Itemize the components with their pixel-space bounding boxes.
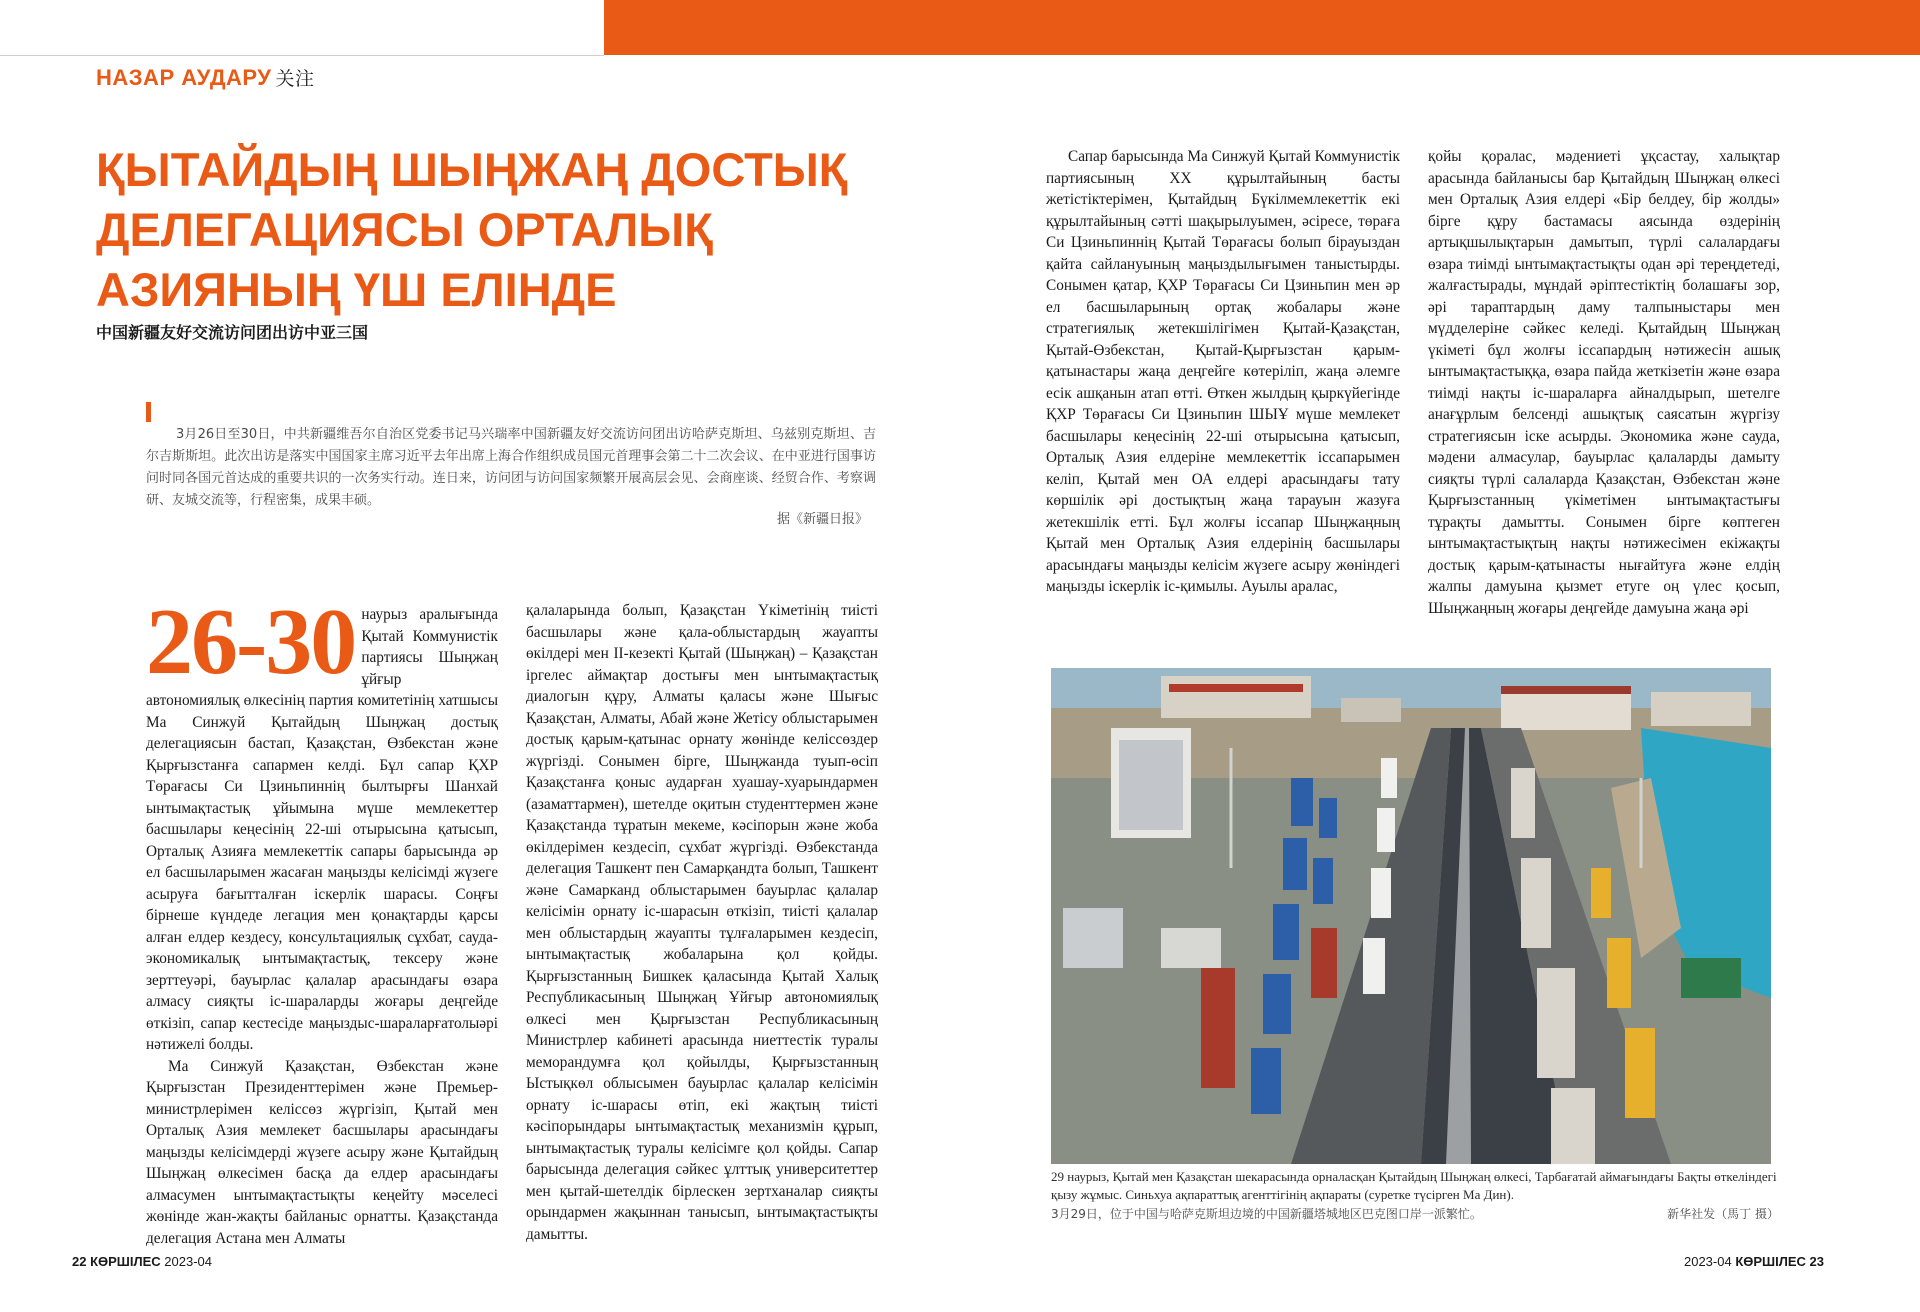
section-label: [96, 64, 315, 91]
issue-left: 2023-04: [164, 1254, 213, 1269]
page-number-right: 23: [1809, 1254, 1824, 1269]
article-column-4: [1428, 146, 1780, 619]
photo-caption-kz: 29 наурыз, Қытай мен Қазақстан шекарасында орналасқан Қытайдың Шыңжаң өлкесі, Тарбағатай аймағындағы Бақты өткеліндегі қызу жұмыс. Синьхуа ақпараттық агенттігінің ақпараты (суретке түсірген Ма Дин).: [1051, 1169, 1777, 1202]
header-divider: [0, 55, 604, 56]
footer-left: [72, 1254, 212, 1269]
article-paragraph: Сапар барысында Ма Синжуй Қытай Коммунистік партиясының ХХ құрылтайының басты жетістіктерімен, Қытайдың Бүкілмемлекеттік екі құрылтайының сәтті шақырылуымен, әсіресе, төраға Си Цзиньпиннің Қытай Төрағасы болып бірауыздан қайта сайлануының маңыздылығымен таныстырды. Сонымен қатар, ҚХР Төрағасы Си Цзиньпин мен әр ел басшыларының ортақ жобалары және стратегиялық жетекшілігімен Қытай-Қазақстан, Қытай-Өзбекстан, Қытай-Қырғызстан қарым-қатынастары жаңа деңгейге көтеріліп, жаңа әлемге есік ашқанын атап өтті. Өткен жылдың қыркүйегінде ҚХР Төрағасы Си Цзиньпин ШЫҰ мүше мемлекет басшылары кеңесінің 22-ші отырысына қатысып, Орталық Азия елдеріне мемлекеттік іссапарымен келіп, Қытай мен ОА елдері арасындағы тату көршілік әрі достықтың жаңа тарауын жазуға жетекшілік етті. Бұл жолғы іссапар Шыңжаңның Қытай мен Орталық Азия елдерінің басшылары арасындағы маңызды келісім жүзеге асыру жөніндегі маңызды іскерлік іс-қимылы. Ауылы аралас,: [1046, 148, 1400, 595]
article-paragraph: қалаларында болып, Қазақстан Үкіметінің тиісті басшылары және қала-облыстардың жауапты өкілдері мен ІІ-кезекті Қытай (Шыңжаң) – Қазақстан іргелес аймақтар достығы мен ынтымақтастық диалогын құру, Алматы қаласы және Шығыс Қазақстан, Алматы, Абай және Жетісу облыстарымен достық қарым-қатынас орнату жөнінде келіссөздер жүргізді. Сонымен бірге, Шыңжанда туып-өсіп Қазақстанға қоныс аударған хуашау-хуарындармен (азаматтармен), шетелде оқитын студенттермен және Қазақстанда тұратын мекеме, кәсіпорын және жоба өкілдерімен кездесіп, сұхбат жүргізді. Өзбекстанда делегация Ташкент пен Самарқандта болып, Ташкент және Самарканд облыстарымен бауырлас қалалар келісімін орнату іс-шарасын өткізіп, тиісті қалалар мен облыстардың жауапты тұлғаларымен кездесіп, ынтымақтастық жобаларына қол қойды. Қырғызстанның Бишкек қаласында Қытай Халық Республикасының Шыңжаң Ұйғыр автономиялық өлкесі мен Қырғызстан Республикасының Министрлер кабинеті арасында ниеттестік туралы меморандумға қол қойылды, Қырғызстанның Ыстықкөл облысымен бауырлас қалалар келісімін орнату іс-шарасы өтіп, екі жақтың тиісті кәсіпорындары ынтымақтастық механизмін құрып, ынтымақтастық туралы келісімге қол қойды. Сапар барысында делегация сәйкес ұлттық университеттер мен қытай-шетелдік бірлескен зертханалар сияқты орындармен жақыннан танысып, ынтымақтастықты дамытты.: [526, 602, 878, 1243]
article-column-3: [1046, 146, 1400, 598]
intro-paragraph-cn: 3月26日至30日，中共新疆维吾尔自治区党委书记马兴瑞率中国新疆友好交流访问团出访哈萨克斯坦、乌兹别克斯坦、吉尔吉斯斯坦。此次出访是落实中国国家主席习近平去年出席上海合作组织成员国元首理事会第二十二次会议、在中亚进行国事访问时同各国元首达成的重要共识的一次务实行动。连日来，访问团与访问国家频繁开展高层会见、会商座谈、经贸合作、考察调研、友城交流等，行程密集，成果丰硕。: [146, 427, 876, 508]
photo-caption-cn: 3月29日，位于中国与哈萨克斯坦边境的中国新疆塔城地区巴克图口岸一派繁忙。: [1051, 1207, 1482, 1221]
intro-marker: [146, 402, 151, 422]
article-title: ҚЫТАЙДЫҢ ШЫҢЖАҢ ДОСТЫҚ ДЕЛЕГАЦИЯСЫ ОРТАЛЫҚ АЗИЯНЫҢ ҮШ ЕЛІНДЕ: [96, 143, 848, 316]
article-column-2: [526, 600, 878, 1245]
photo-caption-cn-row: [1051, 1205, 1779, 1222]
paragraph-text: наурыз аралығында Қытай Коммунистік партиясы Шыңжаң ұйғыр автономиялық өлкесінің партия комитетінің хатшысы Ма Синжуй Қытайдың Шыңжаң достық делегациясын бастап, Қазақстан, Өзбекстан және Қырғызстанға сапармен келді. Бұл сапар ҚХР Төрағасы Си Цзиньпиннің былтырғы Шанхай ынтымақтастық ұйымына мүше мемлекеттер басшылары кеңесінің 22-ші отырысына қатысып, Орталық Азияға мемлекеттік сапары барысында әр ел басшыларымен жасаған маңызды келісімді жүзеге асыруға бағытталған іскерлік шарасы. Соңғы бірнеше күндеде легация мен қонақтарды қарсы алған елдер кездесу, консультациялық сұхбат, сауда-экономикалық ынтымақтастық, тексеру және зерттеуәрі, бауырлас қалалар арасындағы өзара алмасу сияқты іс-шараларды жоғары деңгейде өткізіп, сапар кестесіде маңыздыс-шараларғатолыәрі нәтижелі болды.: [146, 606, 498, 1053]
article-paragraph: [146, 590, 498, 1056]
article-paragraph: Ма Синжуй Қазақстан, Өзбекстан және Қырғызстан Президенттерімен және Премьер-министрлерімен келіссөз жүргізіп, Қытай мен Орталық Азия мемлекет басшылары арасындағы маңызды келісімдерді жүзеге асыру және Қытайдың Шыңжаң өлкесімен басқа да елдер арасындағы алмасумен ынтымақтастықты кеңейту мәселесі жөнінде жан-жақты байланыс орнатты. Қазақстанда делегация Астана мен Алматы: [146, 1057, 498, 1247]
page-number-left: 22: [72, 1254, 87, 1269]
article-column-1: [146, 590, 498, 1249]
issue-right: 2023-04: [1683, 1254, 1732, 1269]
photo-credit: 新华社发（馬丁 摄）: [1667, 1207, 1779, 1221]
article-paragraph: қойы қоралас, мәдениеті ұқсастау, халықтар арасында байланысы бар Қытайдың Шыңжаң өлкесі мен Орталық Азия елдері «Бір белдеу, бір жолды» бірге құру бастамасы аясында өздерінің артықшылықтарын дамытып, түрлі салалардағы өзара тиімді ынтымақтастықты одан әрі тереңдетеді, жалғастырады, мұндай әріптестіктің болашағы зор, әрі тараптардың даму талпыныстары мен мүдделеріне сәйкес келеді. Қытайдың Шыңжаң үкіметі бұл жолғы іссапардың нәтижесін ашық ынтымақтастыққа, өзара пайда жеткізетін және өзара тиімді нақты іс-шараларға айналдырып, шетелге анағұрлым белсенді ашықтық саясатын жүргізу стратегиясын іске асырды. Экономика және сауда, мәдени алмасулар, бауырлас қалаларды дамыту сияқты түрлі салаларда Қазақстан, Өзбекстан және Қырғызстанның үкіметімен ынтымақтастығы тұрақты дамытты. Сонымен бірге көптеген ынтымақтастықтың нақты нәтижесімен екіжақты достық қарым-қатынасты нығайтуға және елдің жалпы дамуына қызмет етуге оң үлес қосып, Шыңжаңның жоғары деңгейде дамуына жаңа әрі: [1428, 148, 1780, 617]
section-label-kz: НАЗАР АУДАРУ: [96, 65, 272, 90]
magazine-name-left: КӨРШІЛЕС: [90, 1254, 161, 1269]
intro-source: 据《新疆日报》: [776, 512, 868, 527]
magazine-name-right: КӨРШІЛЕС: [1735, 1254, 1806, 1269]
dropcap-dates: 26-30: [146, 590, 356, 694]
section-label-cn: 关注: [275, 69, 315, 90]
border-port-photo: [1051, 668, 1771, 1164]
article-subtitle-cn: 中国新疆友好交流访问团出访中亚三国: [96, 325, 369, 342]
footer-right: [1684, 1254, 1824, 1269]
header-accent-bar: [604, 0, 1920, 55]
